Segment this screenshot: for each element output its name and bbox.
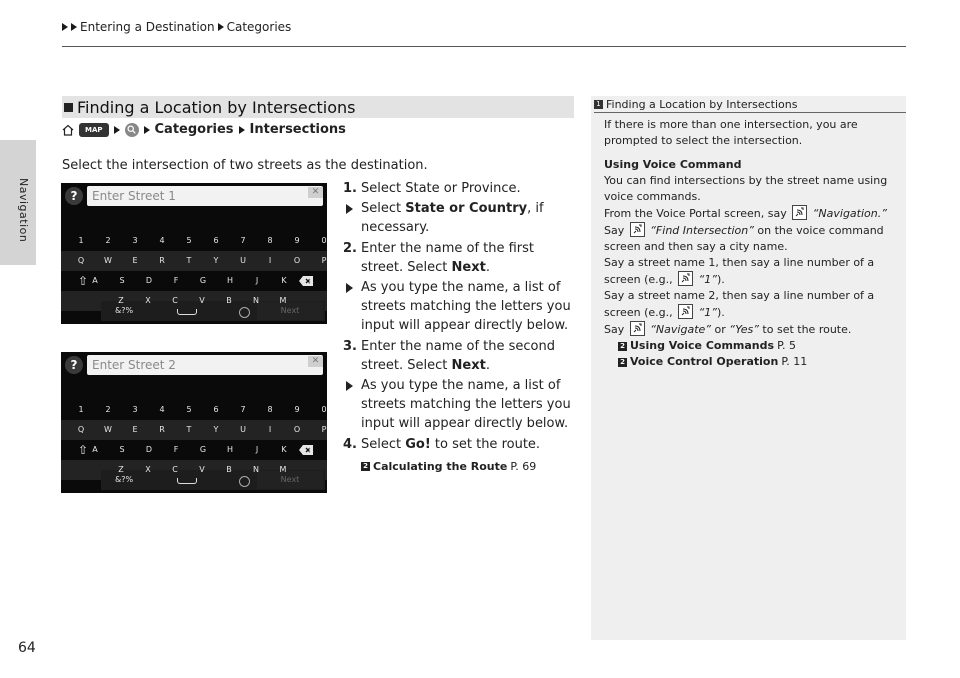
sidebar-body: If there is more than one intersection, you are prompted to select the intersection. Using Voice Command You can find intersections by the street name using voice commands. From the Voice Portal screen, say “Navigation.” Say “Find Intersection” on the voice command screen and then say a city name. Say a street name 1, then say a line number of a screen (e.g., “1”). Say a street name 2, then say a line number of a screen (e.g., “1”). Say “Navigate” or “Yes” to set the route. 2 Using Voice Commands P. 5 2 Voice Control Operation P. 11 <box>604 117 902 370</box>
keyboard-key[interactable]: I <box>268 256 272 265</box>
breadcrumb-entering-destination[interactable]: Entering a Destination <box>80 20 215 34</box>
keyboard-key[interactable]: S <box>119 445 125 454</box>
keyboard-key[interactable]: S <box>119 276 125 285</box>
home-icon <box>62 124 74 136</box>
keyboard-key[interactable]: 4 <box>159 236 165 245</box>
keyboard-key[interactable]: 6 <box>213 236 219 245</box>
search-icon <box>125 123 139 137</box>
keyboard-key[interactable]: G <box>199 445 207 454</box>
step-1: 1. Select State or Province. Select State or Country, if necessary. <box>343 179 579 237</box>
symbols-key[interactable]: &?% <box>115 475 134 484</box>
arrow-icon <box>346 283 353 293</box>
reference-icon: 2 <box>618 358 627 367</box>
voice-command-heading: Using Voice Command <box>604 158 742 171</box>
keyboard-key[interactable]: 0 <box>321 236 327 245</box>
keyboard-key[interactable]: O <box>293 256 301 265</box>
keyboard-key[interactable]: K <box>281 445 287 454</box>
keyboard-key[interactable]: R <box>159 425 165 434</box>
keyboard-key[interactable]: V <box>199 465 205 474</box>
keyboard-key[interactable]: Z <box>118 465 124 474</box>
keyboard-key[interactable]: P <box>321 256 327 265</box>
keyboard-key[interactable]: T <box>186 425 192 434</box>
keyboard-key[interactable]: 1 <box>78 236 84 245</box>
keyboard-key[interactable]: K <box>281 276 287 285</box>
keyboard-key[interactable]: P <box>321 425 327 434</box>
keyboard-key[interactable]: 8 <box>267 405 273 414</box>
keyboard-key[interactable]: T <box>186 256 192 265</box>
nav-step-categories: Categories <box>154 122 234 137</box>
keyboard-key[interactable]: U <box>240 425 246 434</box>
clear-button[interactable]: ✕ <box>308 356 323 367</box>
step-2-sub: As you type the name, a list of streets matching the letters you input will appear directly below. <box>343 278 579 335</box>
keyboard-key[interactable]: X <box>145 296 151 305</box>
keyboard-key[interactable]: A <box>92 445 98 454</box>
keyboard-key[interactable]: F <box>173 445 179 454</box>
nav-step-intersections: Intersections <box>249 122 346 137</box>
sidebar-divider <box>594 112 906 113</box>
keyboard-key[interactable]: 0 <box>321 405 327 414</box>
keyboard-key[interactable]: 2 <box>105 236 111 245</box>
talk-button-icon <box>630 321 645 336</box>
keyboard-key[interactable]: Z <box>118 296 124 305</box>
help-button[interactable]: ? <box>65 187 83 205</box>
intro-text: Select the intersection of two streets as the destination. <box>62 158 428 173</box>
section-heading <box>62 96 574 118</box>
clear-button[interactable]: ✕ <box>308 187 323 198</box>
keyboard-key[interactable]: Y <box>213 425 219 434</box>
keyboard-key[interactable]: B <box>226 465 232 474</box>
keyboard-key[interactable]: 3 <box>132 236 138 245</box>
shift-key-icon[interactable]: ⇧ <box>77 443 89 457</box>
next-button[interactable]: Next <box>257 471 323 489</box>
talk-button-icon <box>792 205 807 220</box>
keyboard-key[interactable]: 9 <box>294 405 300 414</box>
keyboard-key[interactable]: 7 <box>240 405 246 414</box>
keyboard-key[interactable]: J <box>255 276 259 285</box>
section-title: Finding a Location by Intersections <box>77 97 356 117</box>
keyboard-key[interactable]: 6 <box>213 405 219 414</box>
keyboard-key[interactable]: D <box>145 445 153 454</box>
square-bullet-icon <box>64 103 73 112</box>
keyboard-key[interactable]: 9 <box>294 236 300 245</box>
breadcrumb <box>62 20 291 34</box>
next-button[interactable]: Next <box>257 302 323 320</box>
step-3: 3. Enter the name of the second street. Select Next. As you type the name, a list of streets matching the letters you input will appear directly below. <box>343 337 579 433</box>
keyboard-key[interactable]: W <box>104 425 112 434</box>
keyboard-key[interactable]: V <box>199 296 205 305</box>
talk-button-icon <box>678 304 693 319</box>
step-1-sub: Select State or Country, if necessary. <box>343 199 579 237</box>
sidebar-notes <box>591 96 906 640</box>
arrow-icon <box>346 381 353 391</box>
keyboard-key[interactable]: G <box>199 276 207 285</box>
keyboard-key[interactable]: M <box>279 465 287 474</box>
keyboard-key[interactable]: W <box>104 256 112 265</box>
arrow-icon <box>71 23 77 31</box>
help-button[interactable]: ? <box>65 356 83 374</box>
sidebar-title: Finding a Location by Intersections <box>606 98 798 111</box>
keyboard-key[interactable]: 4 <box>159 405 165 414</box>
cross-reference-voice-commands[interactable]: 2 Using Voice Commands P. 5 <box>618 338 902 354</box>
navigation-path <box>62 122 346 137</box>
step-4: 4. Select Go! to set the route. 2 Calculating the Route P. 69 <box>343 435 579 476</box>
keyboard-key[interactable]: L <box>308 276 314 285</box>
step-3-sub: As you type the name, a list of streets matching the letters you input will appear directly below. <box>343 376 579 433</box>
keyboard-key[interactable]: C <box>172 465 178 474</box>
keyboard-key[interactable]: U <box>240 256 246 265</box>
cross-reference-voice-control[interactable]: 2 Voice Control Operation P. 11 <box>618 354 902 370</box>
keyboard-key[interactable]: 1 <box>78 405 84 414</box>
shift-key-icon[interactable]: ⇧ <box>77 274 89 288</box>
keyboard-key[interactable]: N <box>253 465 259 474</box>
keyboard-screen-street-2 <box>61 352 327 493</box>
keyboard-screen-street-1 <box>61 183 327 324</box>
chapter-tab-label: Navigation <box>17 178 30 243</box>
keyboard-key[interactable]: Y <box>213 256 219 265</box>
keyboard-key[interactable]: Q <box>77 256 85 265</box>
keyboard-key[interactable]: R <box>159 256 165 265</box>
breadcrumb-categories[interactable]: Categories <box>226 20 292 34</box>
cross-reference-calculating-route[interactable]: 2 Calculating the Route P. 69 <box>361 457 579 476</box>
note-number-icon: 1 <box>594 100 603 109</box>
talk-button-icon <box>630 222 645 237</box>
keyboard-key[interactable]: O <box>293 425 301 434</box>
keyboard-key[interactable]: 5 <box>186 405 192 414</box>
keyboard-key[interactable]: 3 <box>132 405 138 414</box>
keyboard-key[interactable]: 2 <box>105 405 111 414</box>
keyboard-key[interactable]: H <box>226 276 233 285</box>
keyboard-key[interactable]: M <box>279 296 287 305</box>
talk-button-icon <box>678 271 693 286</box>
keyboard-key[interactable]: A <box>92 276 98 285</box>
arrow-icon <box>239 126 245 134</box>
symbols-key[interactable]: &?% <box>115 306 134 315</box>
keyboard-key[interactable]: 5 <box>186 236 192 245</box>
keyboard-key[interactable]: 8 <box>267 236 273 245</box>
keyboard-key[interactable]: E <box>132 425 138 434</box>
instruction-steps <box>343 179 579 478</box>
keyboard-key[interactable]: 7 <box>240 236 246 245</box>
keyboard-key[interactable]: X <box>145 465 151 474</box>
step-2: 2. Enter the name of the first street. Select Next. As you type the name, a list of streets matching the letters you input will appear directly below. <box>343 239 579 335</box>
keyboard-key[interactable]: L <box>308 445 314 454</box>
arrow-icon <box>62 23 68 31</box>
keyboard-key[interactable]: D <box>145 276 153 285</box>
keyboard-key[interactable]: J <box>255 445 259 454</box>
keyboard-key[interactable]: N <box>253 296 259 305</box>
arrow-icon <box>346 204 353 214</box>
keyboard-key[interactable]: Q <box>77 425 85 434</box>
arrow-icon <box>114 126 120 134</box>
keyboard-key[interactable]: E <box>132 256 138 265</box>
page-number: 64 <box>18 640 36 656</box>
keyboard-key[interactable]: C <box>172 296 178 305</box>
keyboard-key[interactable]: I <box>268 425 272 434</box>
arrow-icon <box>144 126 150 134</box>
keyboard-key[interactable]: B <box>226 296 232 305</box>
keyboard-key[interactable]: F <box>173 276 179 285</box>
street-1-input[interactable]: Enter Street 1 <box>87 186 323 206</box>
keyboard-key[interactable]: H <box>226 445 233 454</box>
sidebar-header <box>594 98 906 111</box>
reference-icon: 2 <box>618 342 627 351</box>
arrow-icon <box>218 23 224 31</box>
street-2-input[interactable]: Enter Street 2 <box>87 355 323 375</box>
map-button-icon: MAP <box>79 123 109 137</box>
header-divider <box>62 46 906 47</box>
reference-icon: 2 <box>361 462 370 471</box>
